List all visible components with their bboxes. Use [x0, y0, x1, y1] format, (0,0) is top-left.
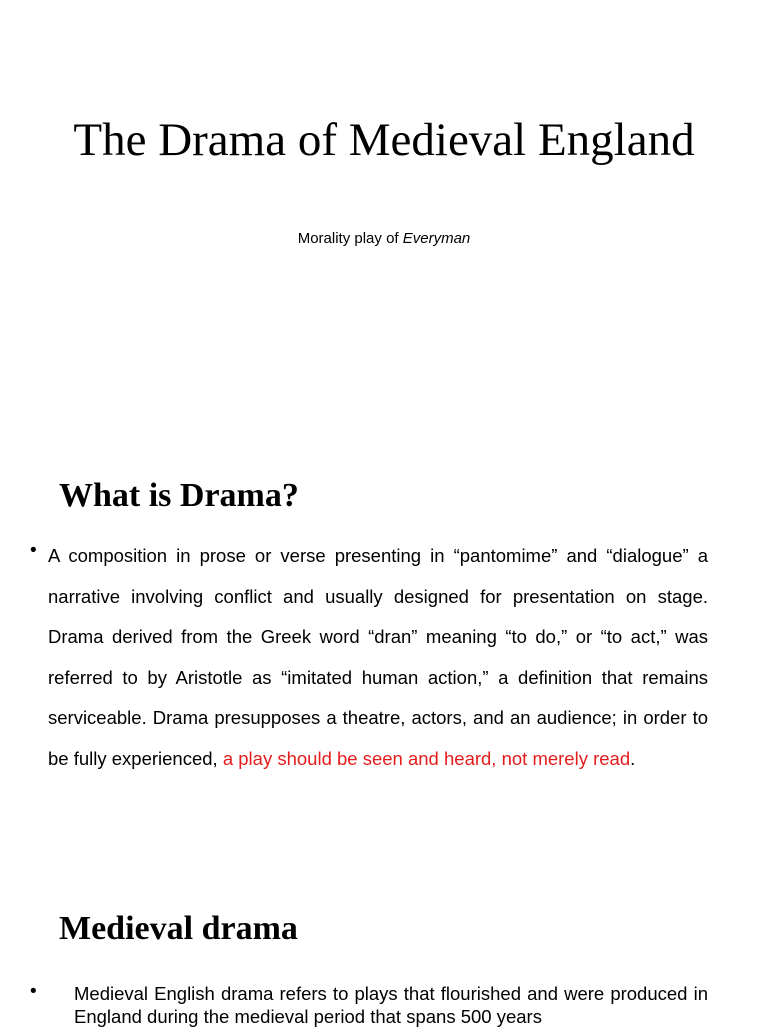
slide-heading: What is Drama?: [59, 477, 299, 514]
bullet-point: •: [30, 981, 37, 1002]
subtitle-italic-title: Everyman: [402, 230, 471, 247]
presentation-title: The Drama of Medieval England: [73, 114, 695, 166]
definition-plain-text: A composition in prose or verse presenting in “pantomime” and “dialogue” a narrative involving conflict and usually designed for presentation on stage. Drama derived from the Greek word “dran” meaning “to do,” or “to act,” was referred to by Aristotle as “imitated human action,” a definition that remains serviceable. Drama presupposes a theatre, actors, and an audience; in order to be fully experienced,: [48, 545, 708, 769]
slide-heading: Medieval drama: [59, 910, 298, 947]
definition-end-punctuation: .: [630, 747, 636, 769]
definition-highlighted-text: a play should be seen and heard, not merely read: [222, 747, 631, 769]
subtitle-text: Morality play of: [297, 230, 403, 247]
title-slide: [0, 0, 768, 432]
presentation-subtitle: [0, 229, 768, 249]
what-is-drama-slide: [0, 432, 768, 872]
bullet-point: •: [30, 540, 37, 561]
medieval-drama-text: Medieval English drama refers to plays that flourished and were produced in England during the medieval period that spans 500 years: [74, 983, 708, 1027]
medieval-drama-slide: [0, 872, 768, 1027]
drama-definition-text: [48, 536, 708, 779]
